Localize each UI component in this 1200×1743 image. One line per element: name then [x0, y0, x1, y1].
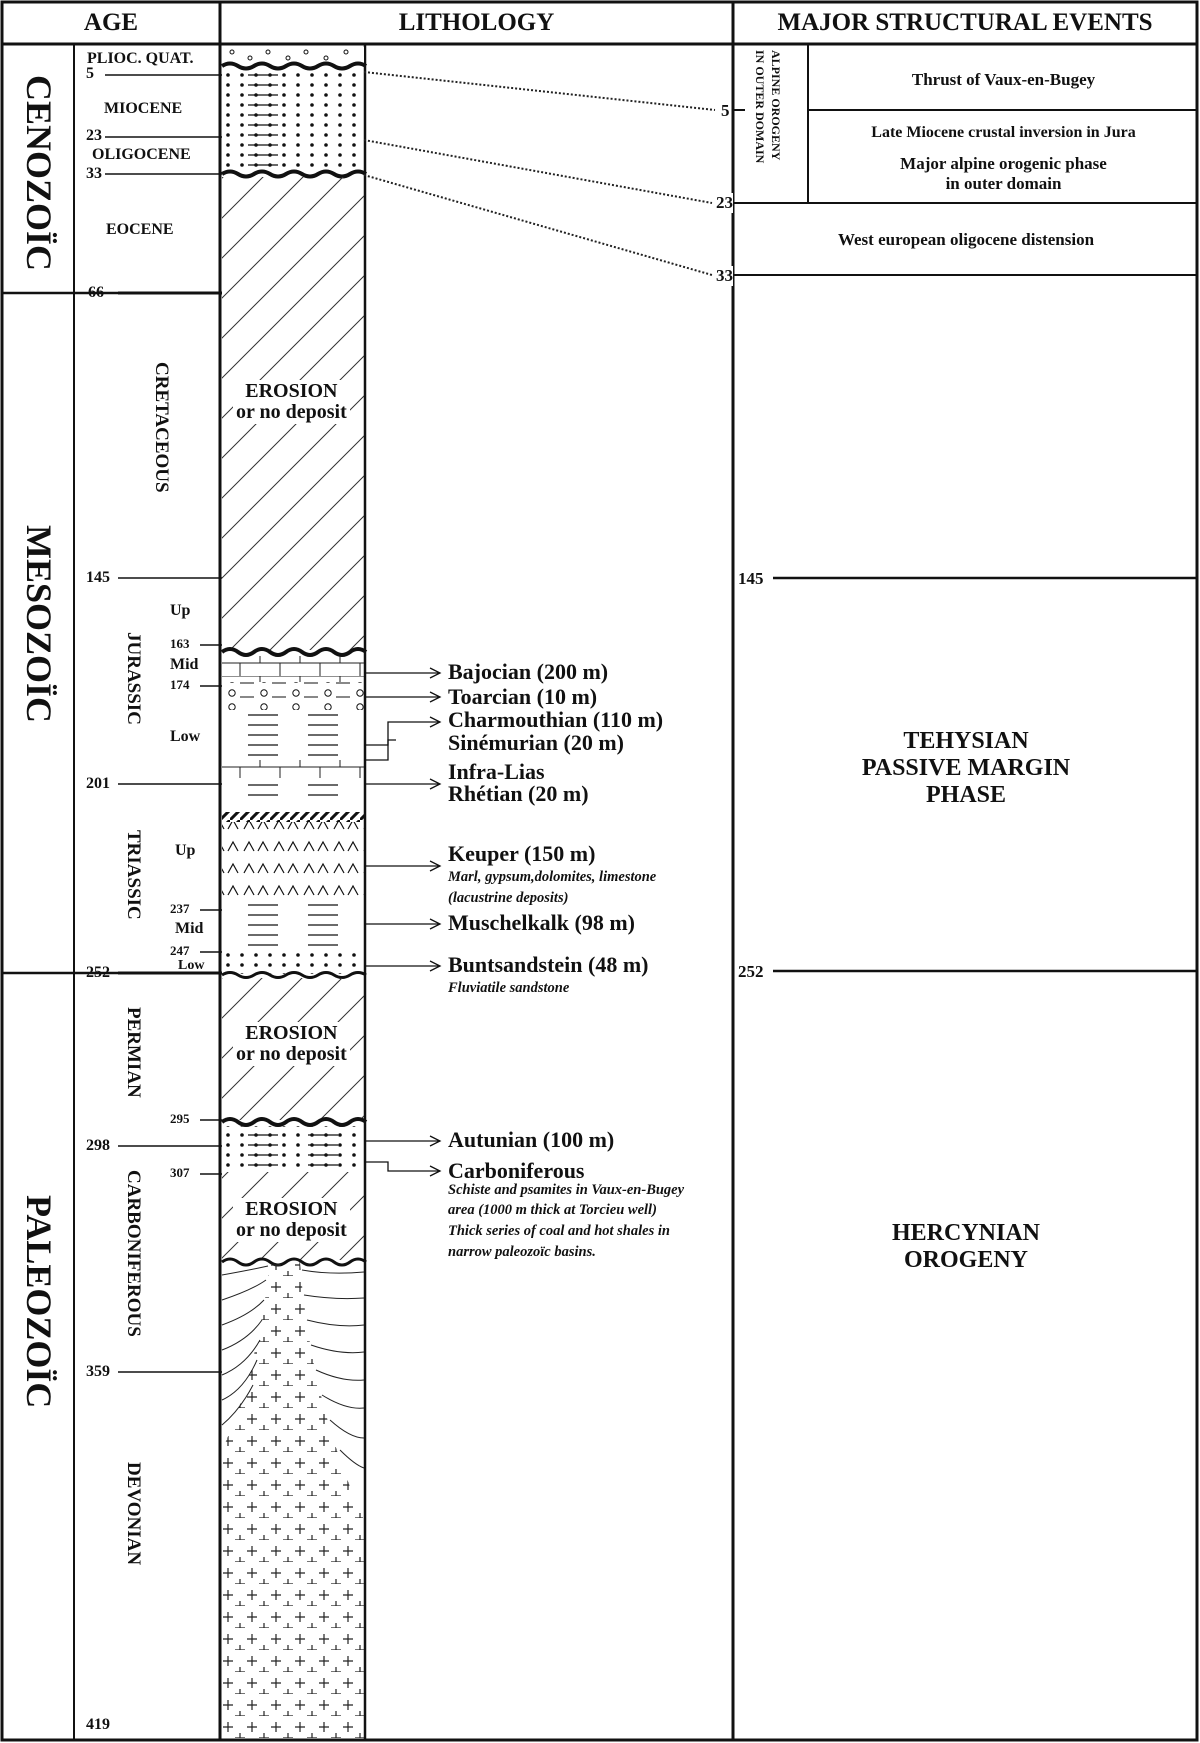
event-hercynian [735, 1220, 1197, 1274]
bunt-desc: Fluviatile sandstone [448, 980, 570, 996]
erosion-line2: or no deposit [236, 1219, 347, 1241]
epoch-miocene: MIOCENE [104, 100, 183, 117]
tehysian-line3: PHASE [925, 782, 1006, 808]
erosion-label-cretaceous [233, 380, 350, 424]
erosion-label-permian [233, 1022, 350, 1066]
period-permian: PERMIAN [123, 1007, 144, 1098]
event-thrust: Thrust of Vaux-en-Bugey [911, 70, 1096, 89]
unit-carboniferous: Carboniferous [448, 1158, 585, 1183]
period-devonian: DEVONIAN [123, 1462, 144, 1566]
event-oligocene-distension: West european oligocene distension [837, 230, 1095, 249]
header-age: AGE [83, 9, 139, 36]
age-359: 359 [86, 1363, 110, 1380]
triassic-mid: Mid [175, 920, 204, 937]
tehysian-line2: PASSIVE MARGIN [861, 755, 1071, 781]
age-237: 237 [170, 901, 190, 916]
jurassic-low: Low [170, 728, 201, 745]
unit-toarcian: Toarcian (10 m) [448, 684, 598, 709]
jurassic-up: Up [170, 602, 191, 619]
age-163: 163 [170, 636, 190, 651]
age-252: 252 [86, 964, 110, 981]
age-145: 145 [86, 569, 110, 586]
epoch-oligocene: OLIGOCENE [92, 146, 191, 163]
major-alpine-line2: in outer domain [945, 174, 1062, 193]
event-age-145: 145 [738, 569, 764, 588]
age-295: 295 [170, 1111, 190, 1126]
age-33: 33 [86, 165, 102, 182]
alpine-orogeny-label [752, 50, 784, 163]
header-events: MAJOR STRUCTURAL EVENTS [777, 9, 1153, 36]
event-tehysian [735, 728, 1197, 809]
era-cenozoic: CENOZOÏC [19, 75, 59, 272]
unit-infralias: Infra-Lias [448, 759, 545, 784]
alpine-label-line1: ALPINE OROGENY [769, 50, 783, 161]
period-carboniferous: CARBONIFEROUS [123, 1170, 144, 1337]
age-419: 419 [86, 1716, 110, 1733]
unit-keuper: Keuper (150 m) [448, 841, 596, 866]
event-age-23: 23 [716, 193, 733, 212]
age-23: 23 [86, 127, 102, 144]
event-age-33: 33 [716, 266, 733, 285]
age-201: 201 [86, 775, 110, 792]
erosion-line2: or no deposit [236, 1043, 347, 1065]
event-late-miocene: Late Miocene crustal inversion in Jura [871, 124, 1136, 141]
period-jurassic: JURASSIC [123, 632, 144, 725]
unit-charmouthian: Charmouthian (110 m) [448, 707, 664, 732]
keuper-desc-1: Marl, gypsum,dolomites, limestone [448, 869, 657, 885]
event-age-252: 252 [738, 962, 764, 981]
keuper-desc-2: (lacustrine deposits) [448, 890, 569, 906]
unit-sinemurian: Sinémurian (20 m) [448, 730, 624, 755]
major-alpine-line1: Major alpine orogenic phase [900, 154, 1107, 173]
period-triassic: TRIASSIC [123, 830, 144, 920]
unit-rhetian: Rhétian (20 m) [448, 781, 589, 806]
erosion-line1: EROSION [245, 380, 338, 402]
tehysian-line1: TEHYSIAN [903, 728, 1029, 754]
hercynian-line2: OROGENY [903, 1247, 1028, 1273]
age-298: 298 [86, 1137, 110, 1154]
epoch-eocene: EOCENE [106, 221, 174, 238]
epoch-plioquat: PLIOC. QUAT. [87, 50, 194, 67]
era-paleozoic: PALEOZOÏC [19, 1195, 59, 1409]
unit-muschelkalk: Muschelkalk (98 m) [448, 910, 635, 935]
erosion-label-carboniferous [233, 1198, 350, 1242]
erosion-line1: EROSION [245, 1022, 338, 1044]
age-307: 307 [170, 1165, 190, 1180]
age-247: 247 [170, 943, 190, 958]
carb-desc-2: area (1000 m thick at Torcieu well) [448, 1202, 657, 1218]
carb-desc-4: narrow paleozoïc basins. [448, 1244, 596, 1260]
triassic-up: Up [175, 842, 196, 859]
erosion-line1: EROSION [245, 1198, 338, 1220]
hercynian-line1: HERCYNIAN [891, 1220, 1040, 1246]
carb-desc-1: Schiste and psamites in Vaux-en-Bugey [448, 1182, 685, 1198]
age-174: 174 [170, 677, 190, 692]
triassic-low: Low [178, 958, 205, 973]
event-age-5: 5 [721, 101, 730, 120]
erosion-line2: or no deposit [236, 401, 347, 423]
era-mesozoic: MESOZOÏC [19, 525, 59, 724]
age-5: 5 [86, 65, 94, 82]
carb-desc-3: Thick series of coal and hot shales in [448, 1223, 670, 1239]
header-lithology: LITHOLOGY [398, 9, 555, 36]
event-major-alpine [810, 154, 1197, 194]
alpine-label-line2: IN OUTER DOMAIN [753, 50, 767, 164]
unit-buntsandstein: Buntsandstein (48 m) [448, 952, 649, 977]
unit-autunian: Autunian (100 m) [448, 1127, 615, 1152]
unit-bajocian: Bajocian (200 m) [448, 659, 609, 684]
jurassic-mid: Mid [170, 656, 199, 673]
age-66: 66 [88, 284, 104, 301]
period-cretaceous: CRETACEOUS [151, 362, 172, 493]
